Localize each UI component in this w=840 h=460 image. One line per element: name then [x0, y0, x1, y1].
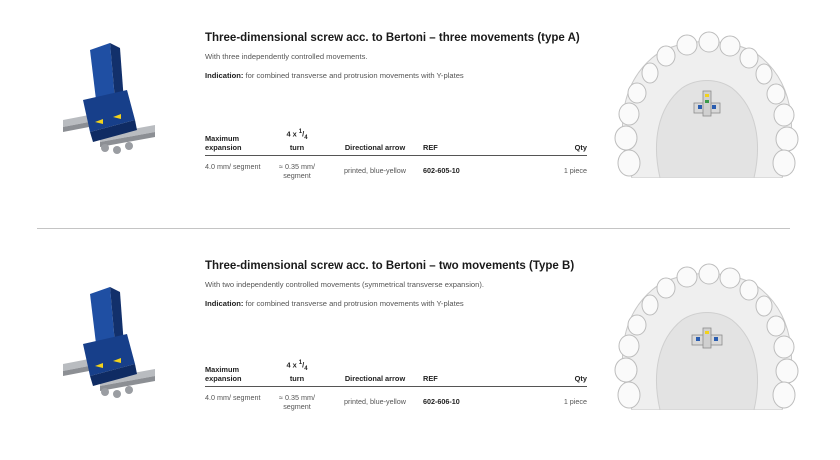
col-header-max-expansion: Maximum expansion: [205, 128, 267, 155]
cell-qty: 1 piece: [563, 165, 587, 175]
table-row: [205, 155, 587, 180]
turn-suffix: turn: [289, 373, 305, 383]
product-info: [205, 31, 600, 81]
turn-frac-num: 1: [298, 129, 303, 135]
turn-frac-num: 1: [298, 360, 303, 366]
col-header-turn: 4 x $^1/_4$ turn: [267, 128, 327, 155]
screw-image: [55, 40, 160, 165]
product-type-a: [0, 0, 840, 200]
col-header-arrow: Directional arrow: [327, 359, 423, 386]
col-header-qty: Qty: [523, 128, 587, 155]
col-header-ref: REF: [423, 359, 523, 386]
col-header-arrow: Directional arrow: [327, 128, 423, 155]
turn-prefix: 4 x: [286, 129, 299, 139]
product-indication: [205, 71, 600, 81]
cell-qty: 1 piece: [563, 396, 587, 406]
product-indication: [205, 299, 600, 309]
screw-image: [55, 284, 160, 409]
col-header-ref: REF: [423, 128, 523, 155]
turn-frac-den: 4: [304, 134, 308, 141]
table-header-row: [205, 359, 587, 386]
product-title: Three-dimensional screw acc. to Bertoni – three movements (type A): [205, 32, 580, 44]
product-title: Three-dimensional screw acc. to Bertoni – two movements (Type B): [205, 260, 575, 272]
product-subtitle: With three independently controlled movements.: [205, 52, 368, 61]
jaw-illustration: [612, 260, 802, 410]
cell-arrow: printed, blue-yellow: [344, 396, 406, 406]
indication-label: Indication:: [205, 299, 244, 308]
col-header-qty: Qty: [523, 359, 587, 386]
cell-arrow: printed, blue-yellow: [344, 165, 406, 175]
cell-turn: ≈ 0.35 mm/ segment: [279, 392, 315, 411]
indication-text: for combined transverse and protrusion movements with Y-plates: [243, 71, 464, 80]
col-header-max-expansion: Maximum expansion: [205, 359, 267, 386]
cell-turn: ≈ 0.35 mm/ segment: [279, 161, 315, 180]
cell-max-expansion: 4.0 mm/ segment: [205, 161, 261, 171]
turn-prefix: 4 x: [286, 360, 299, 370]
cell-ref: 602-605-10: [423, 165, 460, 175]
spec-table: [205, 128, 587, 180]
table-row: [205, 386, 587, 411]
turn-frac-den: 4: [304, 365, 308, 372]
cell-ref: 602-606-10: [423, 396, 460, 406]
spec-table: [205, 359, 587, 411]
indication-label: Indication:: [205, 71, 244, 80]
table-header-row: [205, 128, 587, 155]
jaw-illustration: [612, 28, 802, 178]
turn-suffix: turn: [289, 142, 305, 152]
col-header-turn: 4 x $^1/_4$ turn: [267, 359, 327, 386]
cell-max-expansion: 4.0 mm/ segment: [205, 392, 261, 402]
indication-text: for combined transverse and protrusion movements with Y-plates: [243, 299, 464, 308]
product-type-b: [0, 228, 840, 428]
product-info: [205, 259, 600, 309]
product-subtitle: With two independently controlled movements (symmetrical transverse expansion).: [205, 280, 484, 289]
